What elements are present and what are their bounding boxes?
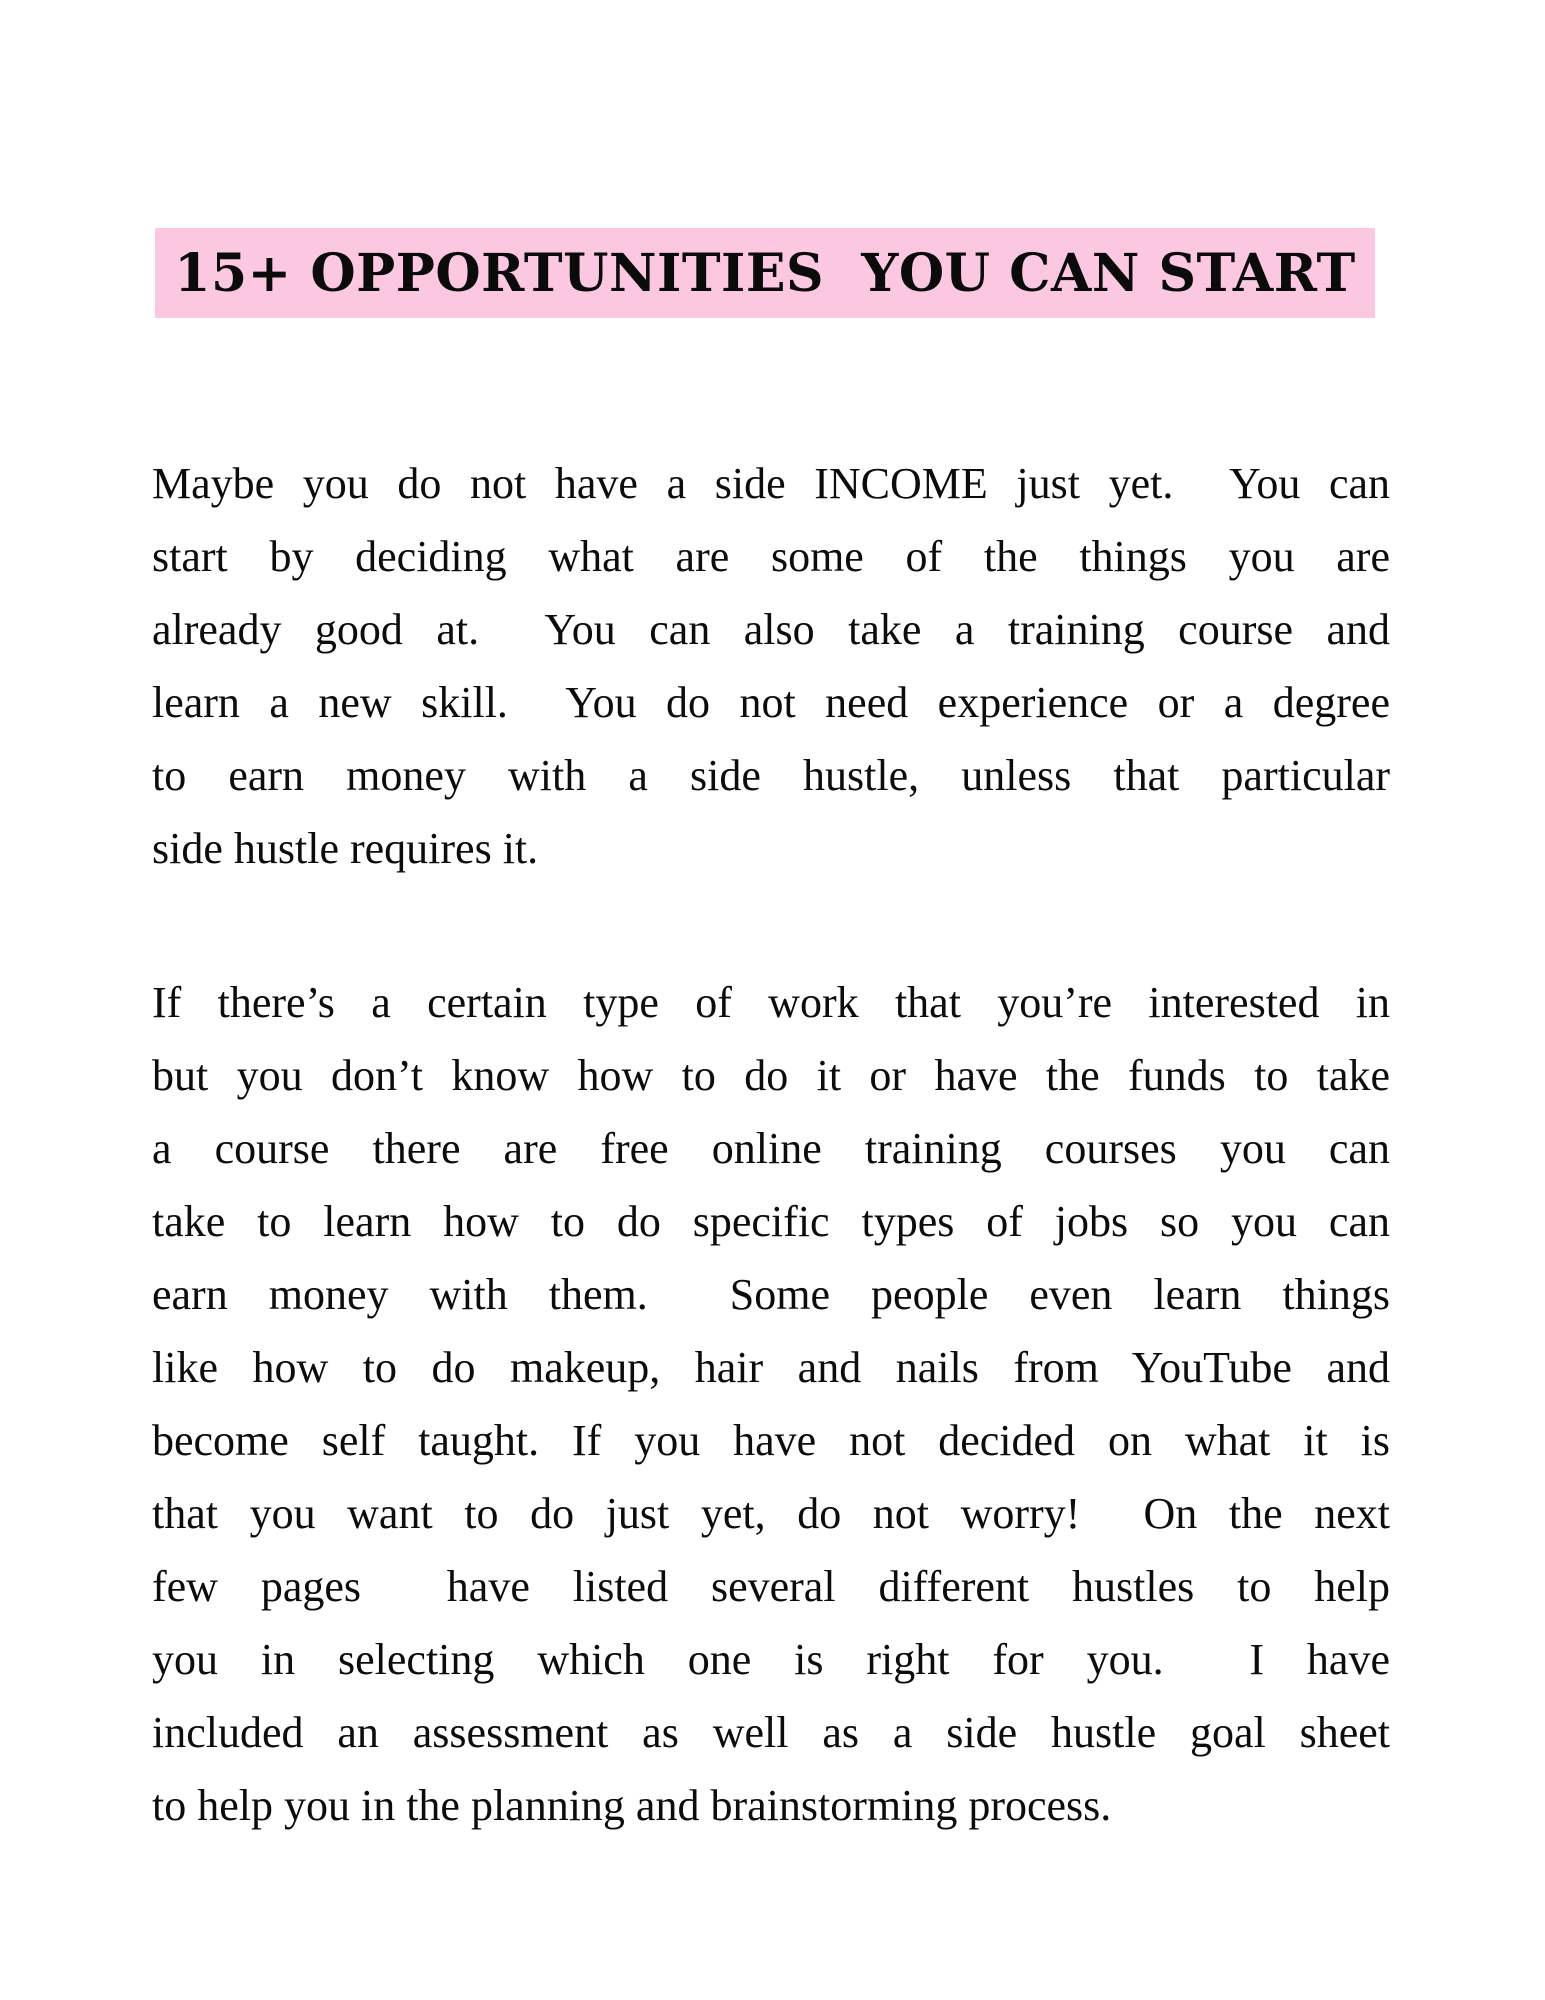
text-line: If there’s a certain type of work that you’re interested in: [152, 978, 1390, 1027]
text-line: you in selecting which one is right for you. I have: [152, 1635, 1390, 1684]
text-line: a course there are free online training courses you can: [152, 1124, 1390, 1173]
paragraph: [152, 447, 1390, 885]
text-line: to help you in the planning and brainstorming process.: [152, 1781, 1112, 1830]
text-line: become self taught. If you have not decided on what it is: [152, 1416, 1390, 1465]
paragraph: [152, 966, 1390, 1842]
text-line: few pages have listed several different hustles to help: [152, 1562, 1390, 1611]
text-line: that you want to do just yet, do not worry! On the next: [152, 1489, 1390, 1538]
text-line: but you don’t know how to do it or have the funds to take: [152, 1051, 1390, 1100]
text-line: learn a new skill. You do not need experience or a degree: [152, 678, 1390, 727]
text-line: take to learn how to do specific types of jobs so you can: [152, 1197, 1390, 1246]
text-line: start by deciding what are some of the things you are: [152, 532, 1390, 581]
body-text: [152, 447, 1390, 1842]
text-line: side hustle requires it.: [152, 824, 539, 873]
title-highlight: [155, 228, 1375, 318]
text-line: Maybe you do not have a side INCOME just yet. You can: [152, 459, 1390, 508]
text-line: already good at. You can also take a training course and: [152, 605, 1390, 654]
text-line: included an assessment as well as a side hustle goal sheet: [152, 1708, 1390, 1757]
text-line: like how to do makeup, hair and nails from YouTube and: [152, 1343, 1390, 1392]
text-line: to earn money with a side hustle, unless that particular: [152, 751, 1390, 800]
text-line: earn money with them. Some people even learn things: [152, 1270, 1390, 1319]
page-title: 15+ OPPORTUNITIES YOU CAN START: [174, 243, 1356, 304]
